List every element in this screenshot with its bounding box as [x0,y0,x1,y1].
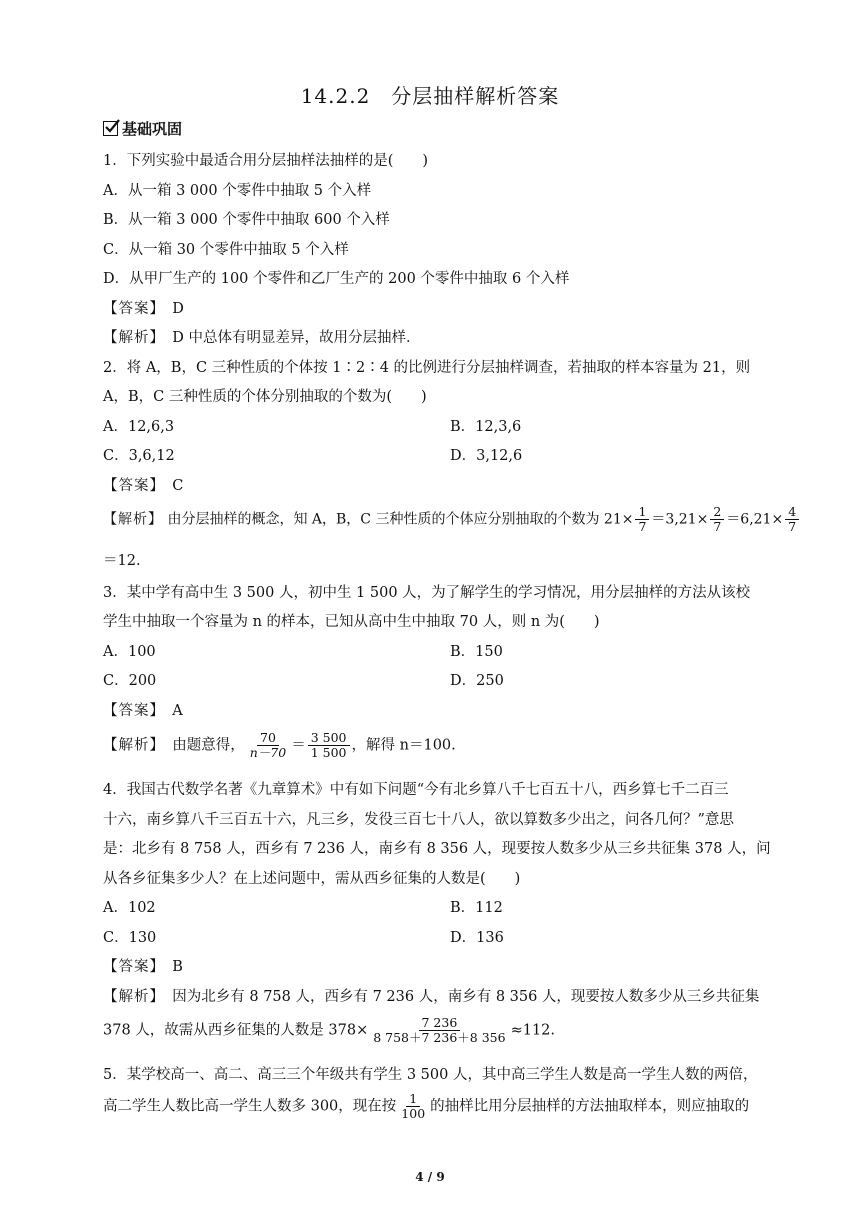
equals-sign: ＝ [291,737,306,754]
answer-value: C [172,478,184,494]
answer-value: B [172,959,183,975]
answer-value: A [172,703,183,719]
checkbox-icon [103,121,118,136]
q3-option-b: B．150 [450,644,503,660]
q4-answer [103,958,183,976]
q3-option-c: C．200 [103,673,157,689]
q2-stem-line1: 2．将 A，B，C 三种性质的个体按 1∶2∶4 的比例进行分层抽样调查，若抽取的样本容量为 21，则 [103,360,751,376]
section-heading [103,118,182,139]
answer-tag: 【答案】 [103,301,158,317]
denominator: 8 758＋7 236＋8 356 [373,1030,506,1045]
answer-value: D [172,301,184,317]
q4-option-c: C．130 [103,930,157,946]
explanation-tag: 【解析】 [103,511,163,528]
explanation-text: 由分层抽样的概念，知 A，B，C 三种性质的个体应分别抽取的个数为 21× [167,511,634,528]
fraction-7236 [370,1016,508,1045]
fraction-70 [247,731,289,760]
numerator: 1 [406,1092,420,1107]
explanation-tag: 【解析】 [103,330,158,346]
page-number: 4 / 9 [415,1170,445,1184]
explanation-tag: 【解析】 [103,737,158,754]
q1-stem: 1．下列实验中最适合用分层抽样法抽样的是( ) [103,153,429,169]
denominator: n－70 [249,745,287,760]
q2-option-b: B．12,3,6 [450,419,522,435]
fraction-1-100 [398,1092,428,1121]
q1-option-c: C．从一箱 30 个零件中抽取 5 个入样 [103,242,349,258]
q4-stem-line2: 十六，南乡算八千三百五十六，凡三乡，发役三百七十八人，欲以算数多少出之，问各几何？”意思 [103,812,734,828]
q4-stem-line3: 是：北乡有 8 758 人，西乡有 7 236 人，南乡有 8 356 人，现要按人数多少从三乡共征集 378 人，问 [103,841,771,857]
denominator: 7 [788,519,797,534]
q3-option-a: A．100 [103,644,156,660]
q3-stem-line1: 3．某中学有高中生 3 500 人，初中生 1 500 人，为了解学生的学习情况，用分层抽样的方法从该校 [103,585,751,601]
q3-explanation [103,731,456,760]
q2-explanation [103,505,801,534]
explanation-text: ≈112. [510,1022,556,1039]
numerator: 4 [785,505,799,520]
q1-option-a: A．从一箱 3 000 个零件中抽取 5 个入样 [103,183,372,199]
section-label: 基础巩固 [122,120,183,138]
explanation-text: ，解得 n＝100. [351,737,456,754]
q4-stem-line4: 从各乡征集多少人？在上述问题中，需从西乡征集的人数是( ) [103,871,521,887]
q4-stem-line1: 4．我国古代数学名著《九章算术》中有如下问题“今有北乡算八千七百五十八，西乡算七千二百三 [103,782,729,798]
numerator: 70 [257,731,279,746]
explanation-text: 378 人，故需从西乡征集的人数是 378× [103,1022,369,1039]
q5-stem-line1: 5．某学校高一、高二、高三三个年级共有学生 3 500 人，其中高三学生人数是高一学生人数的两倍， [103,1067,758,1083]
numerator: 3 500 [308,731,350,746]
question-text: 高二学生人数比高一学生人数多 300，现在按 [103,1098,397,1115]
denominator: 7 [713,519,722,534]
q2-option-a: A．12,6,3 [103,419,175,435]
q4-option-a: A．102 [103,900,156,916]
q3-options-row1 [103,643,503,661]
q3-answer [103,702,183,720]
q1-answer [103,300,184,318]
denominator: 100 [401,1106,426,1121]
q2-option-d: D．3,12,6 [450,448,523,464]
q4-explanation-line1 [103,988,759,1006]
q2-options-row2 [103,447,523,465]
answer-tag: 【答案】 [103,703,158,719]
q1-explanation [103,329,420,347]
denominator: 1 500 [310,745,347,760]
explanation-text: ＝6,21× [726,511,784,528]
fraction-1-7 [635,505,649,534]
numerator: 1 [635,505,649,520]
numerator: 7 236 [419,1016,461,1031]
denominator: 7 [638,519,647,534]
q4-options-row2 [103,929,504,947]
explanation-tag: 【解析】 [103,989,158,1005]
q1-option-b: B．从一箱 3 000 个零件中抽取 600 个入样 [103,212,390,228]
q2-options-row1 [103,418,522,436]
answer-tag: 【答案】 [103,959,158,975]
answer-tag: 【答案】 [103,478,158,494]
fraction-3500 [308,731,350,760]
q2-option-c: C．3,6,12 [103,448,175,464]
q4-option-d: D．136 [450,930,504,946]
explanation-text: D 中总体有明显差异，故用分层抽样． [172,330,421,346]
explanation-text: 因为北乡有 8 758 人，西乡有 7 236 人，南乡有 8 356 人，现要按人数多少从三乡共征集 [172,989,760,1005]
q3-stem-line2: 学生中抽取一个容量为 n 的样本，已知从高中生中抽取 70 人，则 n 为( ) [103,614,600,630]
q4-options-row1 [103,899,503,917]
q2-stem-line2: A，B，C 三种性质的个体分别抽取的个数为( ) [103,389,427,405]
q5-stem-line2 [103,1092,749,1121]
q1-option-d: D．从甲厂生产的 100 个零件和乙厂生产的 200 个零件中抽取 6 个入样 [103,271,570,287]
fraction-2-7 [710,505,724,534]
explanation-text: ＝3,21× [651,511,709,528]
question-text: 的抽样比用分层抽样的方法抽取样本，则应抽取的 [430,1098,750,1115]
q4-explanation-line2 [103,1016,555,1045]
q3-options-row2 [103,672,504,690]
q2-explanation-end: ＝12. [103,553,141,569]
page-title: 14.2.2 分层抽样解析答案 [300,84,560,108]
q4-option-b: B．112 [450,900,503,916]
explanation-text: 由题意得， [172,737,245,754]
fraction-4-7 [785,505,799,534]
q3-option-d: D．250 [450,673,504,689]
q2-answer [103,477,183,495]
numerator: 2 [710,505,724,520]
